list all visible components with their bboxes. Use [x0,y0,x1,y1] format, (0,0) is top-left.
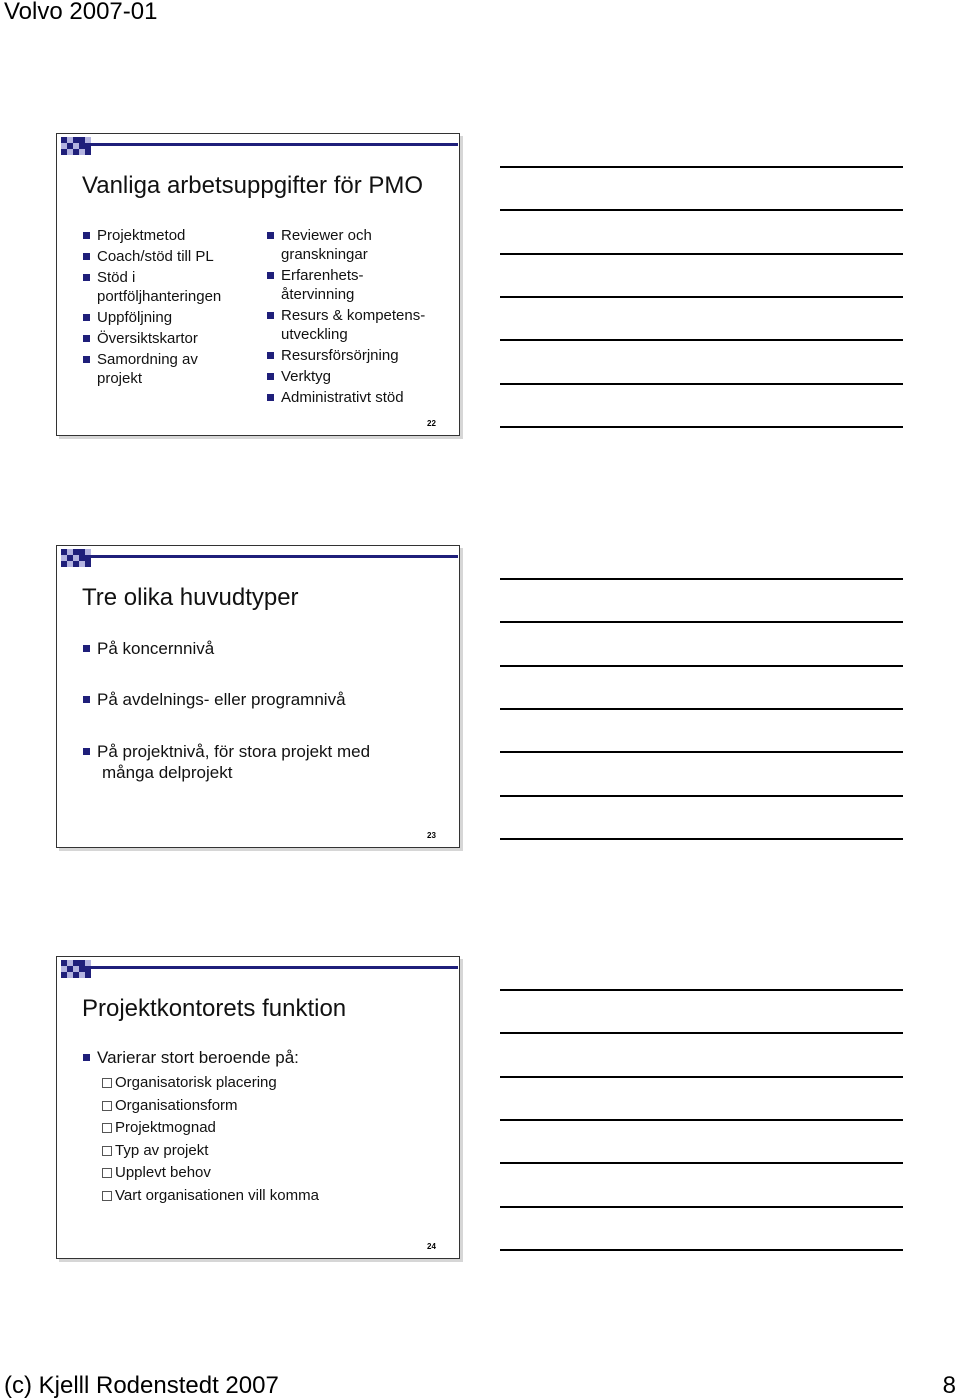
page-number: 8 [942,1372,956,1399]
note-line [500,708,903,710]
checkbox-square-icon [102,1078,112,1088]
bullet-item [267,226,452,264]
checkbox-square-icon [102,1146,112,1156]
sub-bullet-text: Vart organisationen vill komma [115,1186,319,1204]
checkbox-square-icon [102,1123,112,1133]
slide-title: Vanliga arbetsuppgifter för PMO [82,172,424,199]
sub-bullet-text: Organisationsform [115,1096,238,1114]
sub-bullet-text: Projektmognad [115,1119,216,1136]
note-line [500,578,903,580]
sub-bullet-item [102,1073,319,1096]
slide-header-pattern [61,549,91,567]
sub-bullet-item [102,1163,319,1186]
page-header: Volvo 2007-01 [4,0,158,25]
note-line [500,383,903,385]
bullet-square-icon [83,696,90,703]
note-line [500,1206,903,1208]
bullet-column-right [267,226,452,409]
note-line [500,1249,903,1251]
bullet-text: Varierar stort beroende på: [97,1048,299,1067]
bullet-item [83,308,253,327]
bullet-column-left [83,226,253,390]
note-line [500,209,903,211]
note-line [500,253,903,255]
bullet-item [83,1047,299,1068]
checkbox-square-icon [102,1168,112,1178]
bullet-square-icon [267,394,274,401]
note-line [500,838,903,840]
note-line [500,1032,903,1034]
page-footer: (c) Kjelll Rodenstedt 2007 [4,1372,279,1399]
bullet-square-icon [83,1054,90,1061]
bullet-text: Coach/stöd till PL [97,248,214,265]
bullet-text: Samordning av projekt [97,351,198,387]
bullet-item [267,388,452,407]
slide-23 [56,545,460,848]
note-line [500,795,903,797]
sub-bullet-item [102,1141,319,1164]
sub-bullet-item [102,1096,319,1119]
sub-bullet-text: Organisatorisk placering [115,1074,277,1091]
bullet-text: Uppföljning [97,309,173,326]
bullet-text: Administrativt stöd [281,389,404,406]
sub-bullet-text: Upplevt behov [115,1164,211,1181]
note-line [500,339,903,341]
note-line [500,1076,903,1078]
bullet-square-icon [83,232,90,239]
bullet-square-icon [83,748,90,755]
bullet-text: Reviewer och granskningar [281,227,372,263]
bullet-square-icon [267,373,274,380]
slide-22 [56,133,460,436]
checkbox-square-icon [102,1101,112,1111]
bullet-text: På projektnivå, för stora projekt med [97,742,371,761]
bullet-text: På koncernnivå [97,639,215,658]
bullet-text: Resursförsörjning [281,347,399,364]
note-line [500,1162,903,1164]
checkbox-square-icon [102,1191,112,1201]
bullet-square-icon [83,356,90,363]
bullet-square-icon [83,335,90,342]
slide-number: 24 [427,1242,436,1251]
note-line [500,166,903,168]
slide-header-rule [87,555,458,558]
bullet-item [267,306,452,344]
slide-header-rule [87,143,458,146]
note-line [500,426,903,428]
slide-header-rule [87,966,458,969]
sub-bullet-item [102,1118,319,1141]
bullet-square-icon [83,253,90,260]
bullet-square-icon [83,645,90,652]
bullet-item [83,247,253,266]
slide-number: 23 [427,831,436,840]
bullet-text: Stöd i portföljhanteringen [97,269,222,305]
bullet-item [267,346,452,365]
bullet-text: Erfarenhets- återvinning [281,267,364,303]
bullet-text: Resurs & kompetens- utveckling [281,307,426,343]
bullet-item [267,367,452,386]
bullet-square-icon [267,352,274,359]
note-line [500,296,903,298]
bullet-square-icon [267,312,274,319]
bullet-text: Verktyg [281,368,332,385]
bullet-text-continued: många delprojekt [102,763,233,782]
bullet-square-icon [83,274,90,281]
note-line [500,989,903,991]
bullet-item [83,226,253,245]
slide-title: Projektkontorets funktion [82,995,347,1022]
bullet-square-icon [83,314,90,321]
slide-number: 22 [427,419,436,428]
bullet-text: Projektmetod [97,227,186,244]
bullet-item [83,741,370,783]
bullet-square-icon [267,272,274,279]
bullet-item [83,638,214,659]
note-line [500,1119,903,1121]
slide-title: Tre olika huvudtyper [82,584,299,611]
note-line [500,751,903,753]
bullet-square-icon [267,232,274,239]
bullet-item [267,266,452,304]
bullet-item [83,350,253,388]
sub-bullet-item [102,1186,319,1209]
bullet-item [83,329,253,348]
bullet-item [83,268,253,306]
note-line [500,665,903,667]
sub-bullet-text: Typ av projekt [115,1141,209,1159]
slide-24 [56,956,460,1259]
bullet-item [83,689,346,710]
note-line [500,621,903,623]
sub-bullet-list [102,1073,319,1208]
bullet-text: På avdelnings- eller programnivå [97,690,346,709]
slide-header-pattern [61,137,91,155]
slide-header-pattern [61,960,91,978]
bullet-text: Översiktskartor [97,330,198,347]
